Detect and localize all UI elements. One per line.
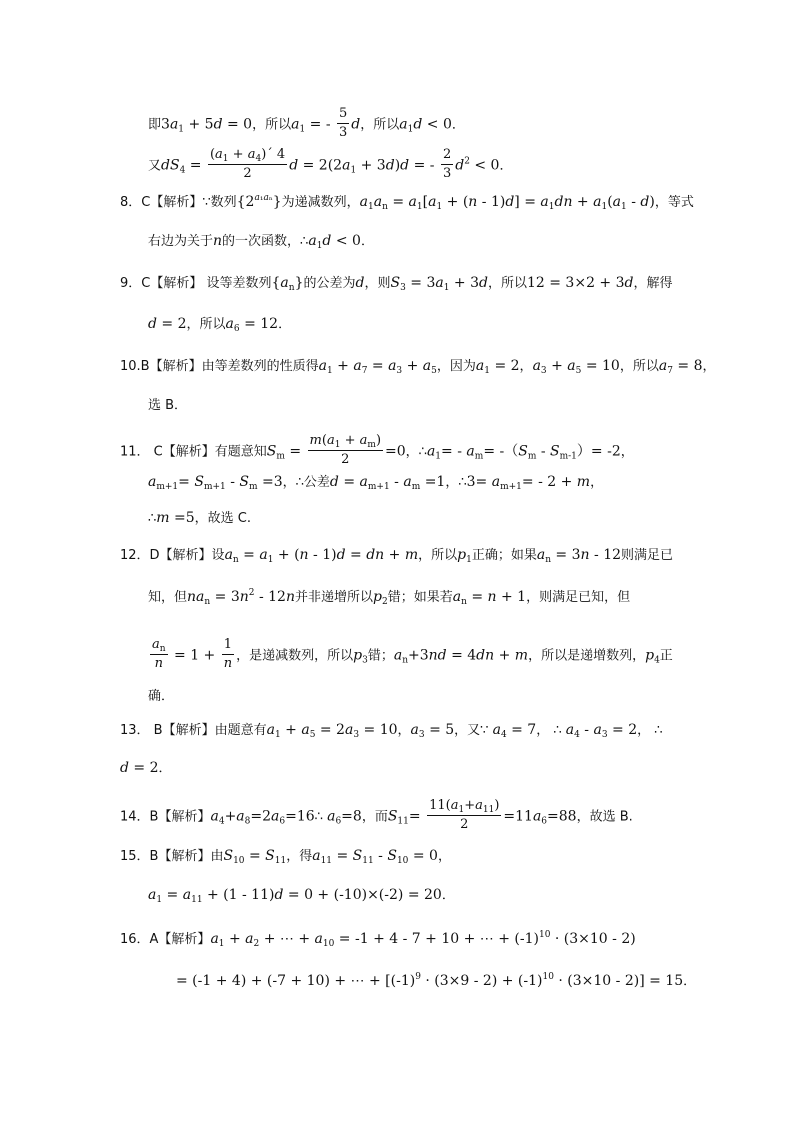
line-15: 确． bbox=[148, 689, 175, 704]
line-19: 15．B【解析】由$S_{10} = S_{11}$，得$a_{11} = S_{11} - S_{10} = 0$， bbox=[120, 848, 451, 866]
line-2: 又$dS_4$ = $\frac{(a_1 + a_4)´ 4}{2}$ $d = 2(2a_1 + 3d)d$ = - $\frac{2}{3}$ $d^2 < 0$． bbox=[148, 147, 513, 181]
line-22: = (-1 + 4) + (-7 + 10) + ⋯ + $[(-1)^9 \cdot (3\times 9 - 2) + (-1)^{10} \cdot (3\times 10 - 2)] = 15$． bbox=[176, 972, 697, 989]
line-4: 右边为关于n的一次函数，$\therefore a_1d < 0$． bbox=[148, 233, 374, 251]
line-8: 选 B． bbox=[148, 398, 188, 413]
line-7: 10.B【解析】由等差数列的性质得$a_1 + a_7 = a_3 + a_5$，因为$a_1 = 2$，$a_3 + a_5 = 10$，所以$a_7 = 8$， bbox=[120, 358, 716, 376]
line-9: 11． C【解析】有题意知$S_m$ = $\frac{m(a_1 + a_m)}{2}$ =0，$\therefore a_1= - a_m= -(S_m - S_{m-1})= -2$， bbox=[120, 433, 634, 467]
line-17: d = 2． bbox=[120, 760, 172, 776]
line-3: 8．C【解析】∵数列$\{2^{a_1a_n}\}$为递减数列，$a_1a_n = a_1[a_1 + (n - 1)d] = a_1dn + a_1(a_1 - d)$，等式 bbox=[120, 193, 694, 212]
line-14: $\frac{a_n}{n}$ = 1 + $\frac{1}{n}$ ，是递减数列，所以$p_3$错；$a_n+3nd = 4dn + m$，所以是递增数列，$p_4$正 bbox=[152, 637, 673, 671]
line-6: d = 2，所以$a_6 = 12$． bbox=[148, 316, 292, 334]
line-10: $a_{m+1}= S_{m+1} - S_m =3$，∴公差$d = a_{m+1} - a_m =1$，∴3= $a_{m+1}= - 2 + m$， bbox=[148, 474, 604, 492]
line-13: 知，但$na_n = 3n^2 - 12n$并非递增所以$p_2$错；如果若$a_n = n + 1$，则满足已知，但 bbox=[148, 588, 631, 607]
line-12: 12．D【解析】设$a_n = a_1 + (n - 1)d$ = dn + m，所以$p_1$正确；如果$a_n = 3n - 12$则满足已 bbox=[120, 547, 674, 565]
line-18: 14．B【解析】$a_4+a_8=2a_6=16\therefore$ $a_6=8$，而$S_{11}=$ $\frac{11(a_1+a_{11})}{2}$ $=11a_6=88$，故选 B. bbox=[120, 798, 633, 832]
line-11: ∴m =5，故选 C. bbox=[148, 510, 251, 526]
line-20: $a_1 = a_{11} + (1 - 11)d = 0 + (-10)\times(-2) = 20$． bbox=[148, 887, 455, 905]
line-16: 13． B【解析】由题意有$a_1 + a_5 = 2a_3 = 10$，$a_3 = 5$，又∵ $a_4 = 7$， ∴ $a_4 - a_3 = 2$， ∴ bbox=[120, 722, 663, 740]
line-1: 即$3a_1 + 5d = 0$，所以$a_1$ = - $\frac{5}{3}$ d，所以$a_1d < 0$． bbox=[148, 106, 465, 140]
line-21: 16．A【解析】$a_1 + a_2$ + ⋯ + $a_{10} = -1 + 4 - 7 + 10$ + ⋯ + $(-1)^{10} \cdot (3\times 10 - 2)$ bbox=[120, 930, 636, 949]
line-5: 9．C【解析】 设等差数列$\{a_n\}$的公差为d，则$S_3 = 3a_1 + 3d$，所以12 = 3×2 + 3d，解得 bbox=[120, 275, 673, 293]
